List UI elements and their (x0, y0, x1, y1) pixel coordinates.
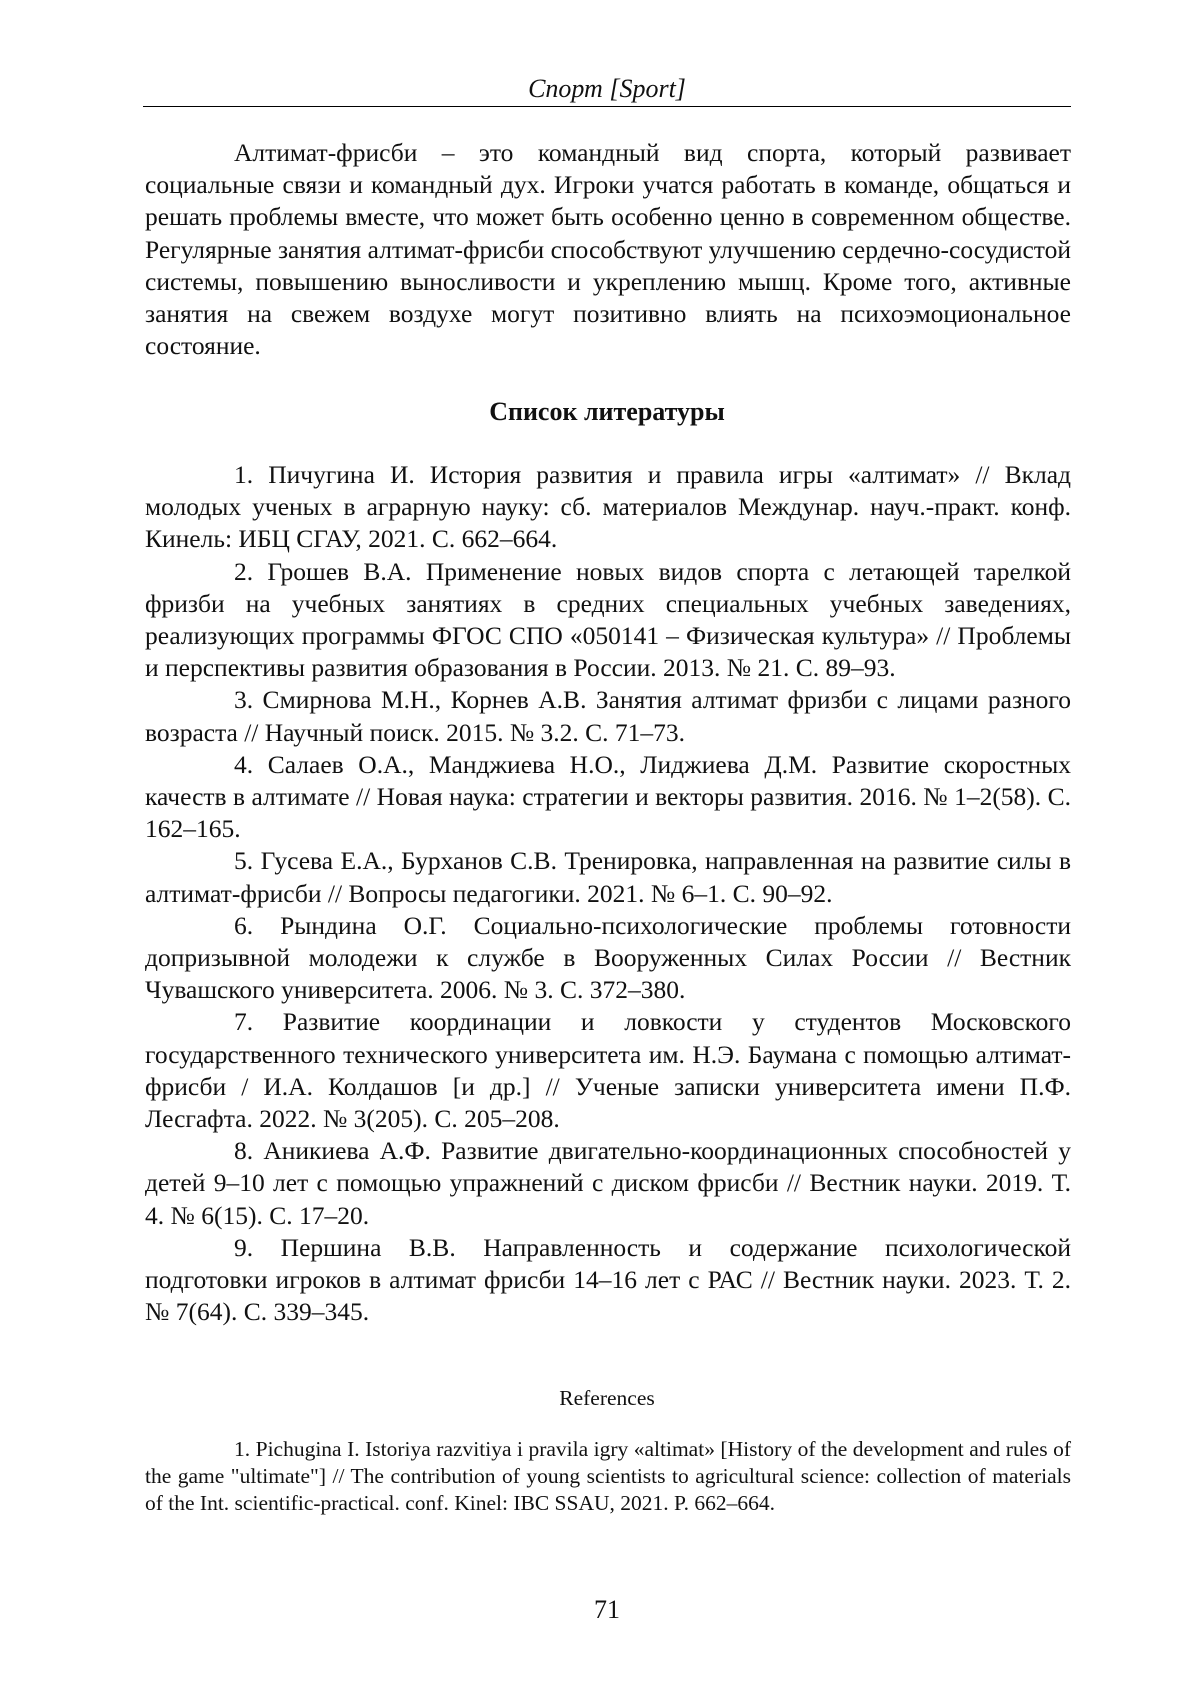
bibliography-title: Список литературы (489, 397, 725, 426)
page-number: 71 (594, 1595, 620, 1624)
bibliography-item: 8. Аникиева А.Ф. Развитие двигательно-координационных способностей у детей 9–10 лет с помощью упражнений с диском фрисби // Вестник науки. 2019. Т. 4. № 6(15). С. 17–20. (145, 1136, 1071, 1230)
running-header: Спорт [Sport] (528, 74, 686, 103)
bibliography-item: 2. Грошев В.А. Применение новых видов спорта с летающей тарелкой фризби на учебных занятиях в средних специальных учебных заведениях, реализующих программы ФГОС СПО «050141 – Физическая культура» // Проблемы и перспективы развития образования в России. 2013. № 21. С. 89–93. (145, 556, 1071, 683)
bibliography-item: 6. Рындина О.Г. Социально-психологические проблемы готовности допризывной молодежи к службе в Вооруженных Силах России // Вестник Чувашского университета. 2006. № 3. С. 372–380. (145, 910, 1071, 1005)
intro-section (145, 137, 1071, 362)
bibliography-item: 9. Першина В.В. Направленность и содержание психологической подготовки игроков в алтимат фрисби 14–16 лет с РАС // Вестник науки. 2023. Т. 2. № 7(64). С. 339–345. (145, 1232, 1071, 1327)
intro-paragraph: Алтимат-фрисби – это командный вид спорта, который развивает социальные связи и командный дух. Игроки учатся работать в команде, общаться и решать проблемы вместе, что может быть особенно ценно в современном обществе. Регулярные занятия алтимат-фрисби способствуют улучшению сердечно-сосудистой системы, повышению выносливости и укреплению мышц. Кроме того, активные занятия на свежем воздухе могут позитивно влиять на психоэмоциональное состояние. (145, 138, 1071, 361)
references-list (145, 1436, 1071, 1517)
bibliography-item: 7. Развитие координации и ловкости у студентов Московского государственного технического университета им. Н.Э. Баумана с помощью алтимат-фрисби / И.А. Колдашов [и др.] // Ученые записки университета имени П.Ф. Лесгафта. 2022. № 3(205). С. 205–208. (145, 1007, 1071, 1134)
bibliography-item: 5. Гусева Е.А., Бурханов С.В. Тренировка, направленная на развитие силы в алтимат-фрисби // Вопросы педагогики. 2021. № 6–1. С. 90–92. (145, 846, 1071, 908)
header-divider (143, 106, 1071, 107)
bibliography-item: 3. Смирнова М.Н., Корнев А.В. Занятия алтимат фризби с лицами разного возраста // Научный поиск. 2015. № 3.2. С. 71–73. (145, 685, 1071, 747)
references-title: References (559, 1386, 655, 1410)
bibliography-item: 4. Салаев О.А., Манджиева Н.О., Лиджиева Д.М. Развитие скоростных качеств в алтимате // Новая наука: стратегии и векторы развития. 2016. № 1–2(58). С. 162–165. (145, 749, 1071, 844)
bibliography-list (145, 459, 1071, 1328)
reference-item: 1. Pichugina I. Istoriya razvitiya i pravila igry «altimat» [History of the development and rules of the game "ultimate"] // The contribution of young scientists to agricultural science: collection of materials of the Int. scientific-practical. conf. Kinel: IBC SSAU, 2021. P. 662–664. (145, 1437, 1071, 1515)
bibliography-item: 1. Пичугина И. История развития и правила игры «алтимат» // Вклад молодых ученых в аграрную науку: сб. материалов Междунар. науч.-практ. конф. Кинель: ИБЦ СГАУ, 2021. С. 662–664. (145, 460, 1071, 554)
